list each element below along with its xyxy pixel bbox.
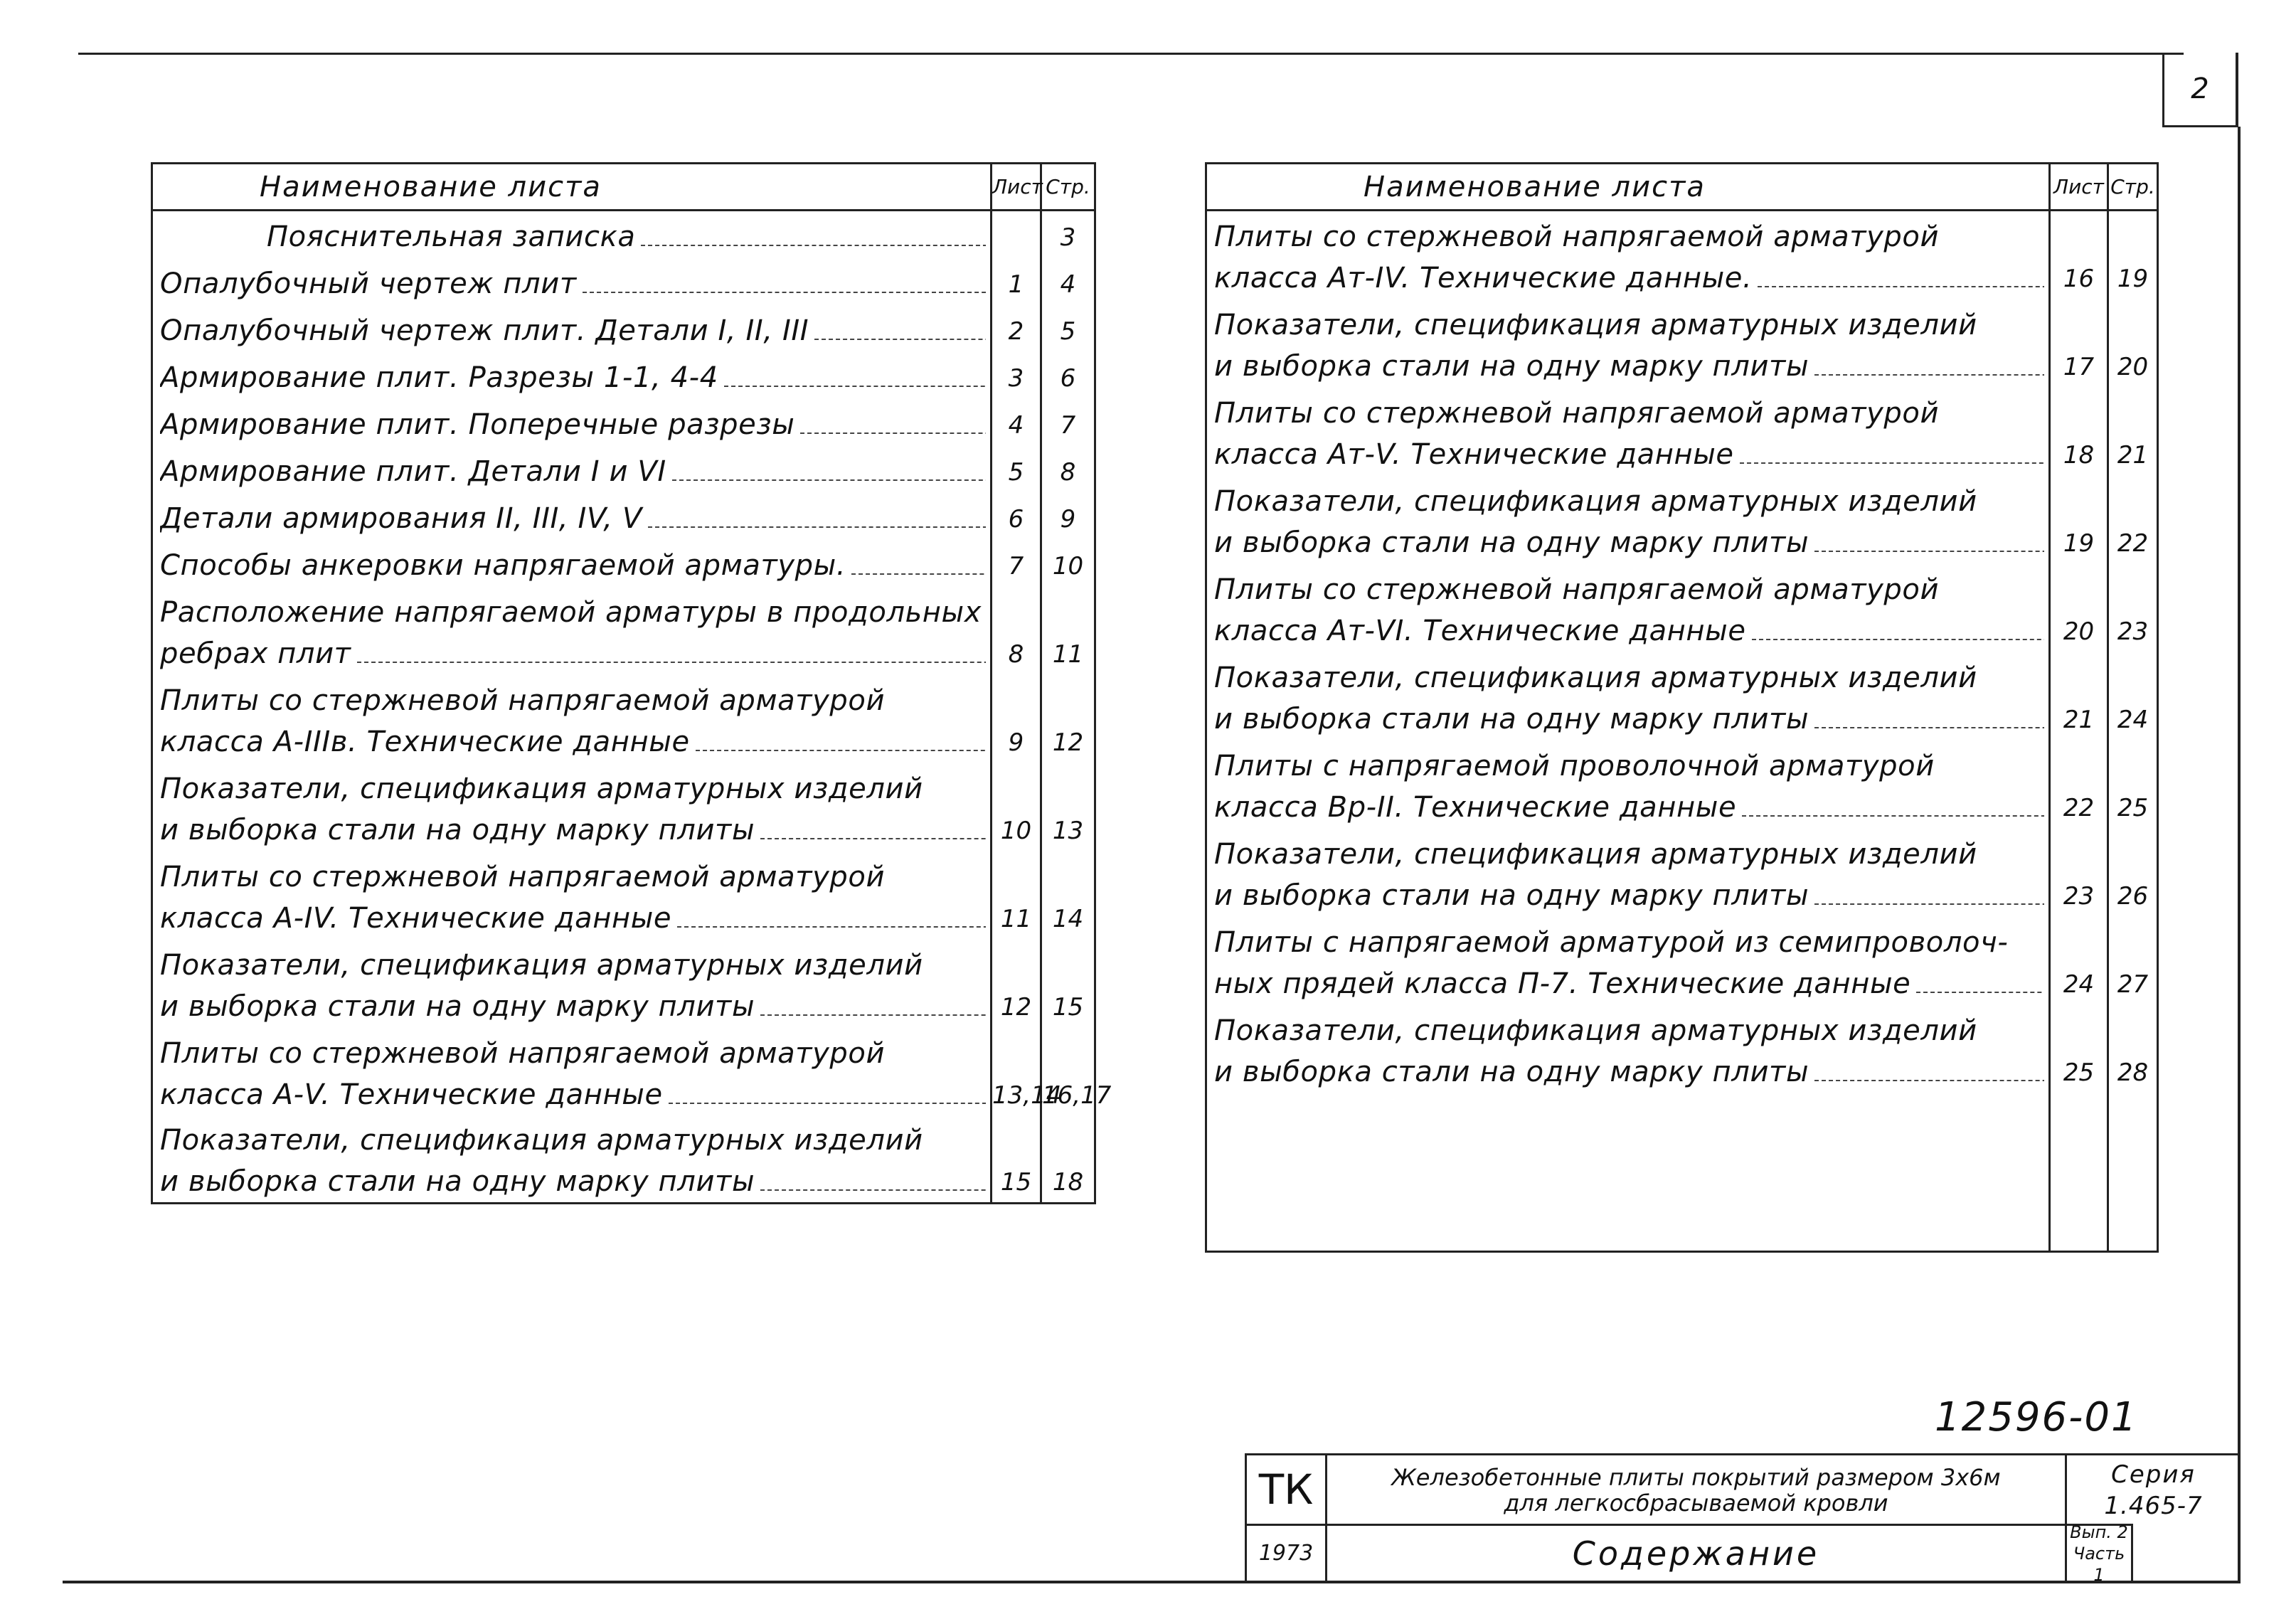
row-page: 14 — [1041, 851, 1095, 939]
contents-row — [152, 1115, 1095, 1204]
row-title-line: класса Вр-II. Технические данные — [1214, 790, 1737, 824]
row-title — [1206, 652, 2050, 740]
dot-leader — [851, 573, 986, 575]
contents-row — [1206, 563, 2158, 652]
row-title — [1206, 1004, 2050, 1093]
row-title-line: Расположение напрягаемой арматуры в продольных — [160, 595, 982, 629]
row-title — [1206, 211, 2050, 299]
row-sheet: 6 — [992, 492, 1041, 539]
row-title-line: и выборка стали на одну марку плиты — [1214, 526, 1809, 559]
row-title — [152, 445, 992, 492]
row-title-line: Плиты со стержневой напрягаемой арматурой — [1214, 396, 1940, 430]
row-title — [152, 1027, 992, 1115]
row-title-line: Пояснительная записка — [267, 220, 636, 253]
row-title-line: класса Ат-V. Технические данные — [1214, 437, 1734, 471]
row-title-line: Плиты со стержневой напрягаемой арматурой — [160, 1036, 886, 1070]
header-page: Стр. — [2108, 164, 2158, 211]
row-sheet: 8 — [992, 586, 1041, 674]
row-sheet: 15 — [992, 1115, 1041, 1204]
page-number: 2 — [2162, 53, 2238, 127]
row-page: 12 — [1041, 674, 1095, 763]
header-page: Стр. — [1041, 164, 1095, 211]
row-sheet: 23 — [2050, 828, 2108, 916]
table-filler — [1206, 1093, 2158, 1252]
row-page: 21 — [2108, 387, 2158, 475]
row-title-line: и выборка стали на одну марку плиты — [1214, 349, 1809, 383]
contents-row — [1206, 740, 2158, 828]
row-title-line: Показатели, спецификация арматурных изделий — [1214, 484, 1977, 518]
row-title-line: Плиты со стержневой напрягаемой арматурой — [160, 860, 886, 893]
row-page: 7 — [1041, 398, 1095, 445]
row-sheet: 1 — [992, 258, 1041, 304]
row-title-line: ребрах плит — [160, 637, 351, 670]
row-sheet: 24 — [2050, 916, 2108, 1004]
contents-row — [1206, 475, 2158, 563]
contents-row — [1206, 211, 2158, 299]
filler-cell — [2108, 1093, 2158, 1252]
row-page: 19 — [2108, 211, 2158, 299]
row-page: 22 — [2108, 475, 2158, 563]
row-title-line: Армирование плит. Поперечные разрезы — [160, 408, 795, 441]
document-number: 12596-01 — [1935, 1394, 2138, 1440]
contents-row — [152, 851, 1095, 939]
row-sheet: 2 — [992, 304, 1041, 351]
contents-row — [152, 539, 1095, 586]
row-sheet: 7 — [992, 539, 1041, 586]
contents-row — [152, 304, 1095, 351]
row-title-line: Плиты со стержневой напрягаемой арматурой — [1214, 220, 1940, 253]
header-name: Наименование листа — [152, 164, 992, 211]
dot-leader — [760, 837, 986, 839]
row-page: 20 — [2108, 299, 2158, 387]
contents-table-left — [151, 162, 1112, 1204]
contents-row — [152, 492, 1095, 539]
row-page: 5 — [1041, 304, 1095, 351]
row-title-line: Опалубочный чертеж плит. Детали I, II, III — [160, 314, 809, 347]
row-page: 4 — [1041, 258, 1095, 304]
row-title-line: Плиты с напрягаемой проволочной арматурой — [1214, 749, 1935, 782]
row-page: 3 — [1041, 211, 1095, 258]
row-page: 23 — [2108, 563, 2158, 652]
row-title-line: класса А-IV. Технические данные — [160, 901, 672, 935]
row-page: 13 — [1041, 763, 1095, 851]
row-title — [1206, 916, 2050, 1004]
row-sheet: 20 — [2050, 563, 2108, 652]
row-sheet: 21 — [2050, 652, 2108, 740]
filler-cell — [2050, 1093, 2108, 1252]
dot-leader — [1752, 638, 2044, 640]
row-sheet: 22 — [2050, 740, 2108, 828]
row-title — [152, 351, 992, 398]
contents-row — [1206, 828, 2158, 916]
org-code: ТК — [1258, 1465, 1314, 1514]
row-title — [152, 539, 992, 586]
row-title-line: Плиты с напрягаемой арматурой из семипроволоч- — [1214, 925, 2009, 959]
filler-cell — [1206, 1093, 2050, 1252]
row-title — [152, 398, 992, 445]
row-sheet: 4 — [992, 398, 1041, 445]
dot-leader — [814, 338, 986, 340]
dot-leader — [1814, 726, 2044, 728]
header-sheet: Лист — [992, 164, 1041, 211]
contents-row — [152, 211, 1095, 258]
row-title-line: класса Ат-VI. Технические данные — [1214, 614, 1746, 647]
row-title-line: и выборка стали на одну марку плиты — [160, 1165, 755, 1198]
header-sheet: Лист — [2050, 164, 2108, 211]
dot-leader — [1814, 550, 2044, 552]
row-title-line: и выборка стали на одну марку плиты — [1214, 879, 1809, 912]
row-title — [152, 586, 992, 674]
dot-leader — [583, 291, 986, 293]
row-title-line: Показатели, спецификация арматурных изделий — [160, 772, 923, 805]
row-title-line: и выборка стали на одну марку плиты — [160, 989, 755, 1023]
row-title-line: Детали армирования II, III, IV, V — [160, 501, 642, 535]
dot-leader — [1814, 1079, 2044, 1081]
project-title: Железобетонные плиты покрытий размером 3х6м для легкосбрасываемой кровли — [1391, 1464, 2001, 1517]
row-title-line: и выборка стали на одну марку плиты — [1214, 1055, 1809, 1088]
dot-leader — [1758, 285, 2044, 287]
row-page: 16,17 — [1041, 1027, 1095, 1115]
title-block — [1245, 1453, 2240, 1583]
row-sheet: 18 — [2050, 387, 2108, 475]
dot-leader — [1740, 462, 2044, 464]
row-title — [1206, 299, 2050, 387]
row-title — [152, 258, 992, 304]
dot-leader — [669, 1102, 986, 1104]
contents-row — [152, 586, 1095, 674]
row-title — [152, 211, 992, 258]
dot-leader — [672, 479, 986, 481]
sheet-title: Содержание — [1572, 1534, 1820, 1573]
row-title — [152, 674, 992, 763]
row-title-line: Плиты со стержневой напрягаемой арматурой — [160, 684, 886, 717]
contents-row — [152, 258, 1095, 304]
row-title — [152, 851, 992, 939]
year: 1973 — [1258, 1541, 1314, 1566]
contents-row — [152, 1027, 1095, 1115]
row-page: 26 — [2108, 828, 2158, 916]
row-sheet: 9 — [992, 674, 1041, 763]
contents-row — [1206, 387, 2158, 475]
contents-table-right — [1205, 162, 2159, 1253]
row-title — [152, 492, 992, 539]
header-name: Наименование листа — [1206, 164, 2050, 211]
row-title — [152, 763, 992, 851]
row-sheet: 16 — [2050, 211, 2108, 299]
contents-row — [1206, 916, 2158, 1004]
contents-row — [152, 763, 1095, 851]
row-title-line: и выборка стали на одну марку плиты — [160, 813, 755, 847]
dot-leader — [641, 244, 986, 246]
dot-leader — [1742, 814, 2044, 817]
row-page: 15 — [1041, 939, 1095, 1027]
dot-leader — [1814, 373, 2044, 376]
dot-leader — [760, 1014, 986, 1016]
row-title-line: Показатели, спецификация арматурных изделий — [1214, 1014, 1977, 1047]
row-page: 25 — [2108, 740, 2158, 828]
contents-row — [1206, 1004, 2158, 1093]
row-page: 18 — [1041, 1115, 1095, 1204]
row-title — [152, 304, 992, 351]
row-sheet: 5 — [992, 445, 1041, 492]
dot-leader — [677, 925, 986, 928]
row-page: 10 — [1041, 539, 1095, 586]
row-title — [152, 1115, 992, 1204]
dot-leader — [760, 1189, 986, 1191]
contents-row — [1206, 652, 2158, 740]
contents-row — [152, 351, 1095, 398]
row-title — [1206, 475, 2050, 563]
row-title-line: Способы анкеровки напрягаемой арматуры. — [160, 548, 846, 582]
row-sheet: 12 — [992, 939, 1041, 1027]
dot-leader — [724, 385, 986, 387]
row-sheet: 25 — [2050, 1004, 2108, 1093]
row-title — [1206, 828, 2050, 916]
row-title-line: класса А-IIIв. Технические данные — [160, 725, 690, 758]
row-title-line: Плиты со стержневой напрягаемой арматурой — [1214, 573, 1940, 606]
row-sheet: 11 — [992, 851, 1041, 939]
top-frame-line — [78, 53, 2184, 55]
row-title — [1206, 740, 2050, 828]
row-title — [1206, 387, 2050, 475]
row-page: 6 — [1041, 351, 1095, 398]
dot-leader — [357, 661, 986, 663]
row-sheet: 10 — [992, 763, 1041, 851]
row-page: 8 — [1041, 445, 1095, 492]
row-title-line: Опалубочный чертеж плит — [160, 267, 577, 300]
row-sheet: 19 — [2050, 475, 2108, 563]
row-title-line: класса А-V. Технические данные — [160, 1078, 663, 1111]
row-title — [1206, 563, 2050, 652]
contents-row — [1206, 299, 2158, 387]
contents-row — [152, 939, 1095, 1027]
row-page: 24 — [2108, 652, 2158, 740]
dot-leader — [1916, 991, 2044, 993]
row-title-line: Армирование плит. Детали I и VI — [160, 455, 666, 488]
row-sheet: 13,14 — [992, 1027, 1041, 1115]
row-title-line: класса Ат-IV. Технические данные. — [1214, 261, 1753, 294]
contents-row — [152, 445, 1095, 492]
row-title-line: Армирование плит. Разрезы 1-1, 4-4 — [160, 361, 718, 394]
dot-leader — [1814, 903, 2044, 905]
row-title-line: Показатели, спецификация арматурных изделий — [1214, 308, 1977, 341]
row-sheet: 17 — [2050, 299, 2108, 387]
dot-leader — [696, 749, 986, 751]
series-number: 1.465-7 — [2104, 1492, 2203, 1520]
row-title-line: Показатели, спецификация арматурных изделий — [1214, 661, 1977, 694]
row-sheet — [992, 211, 1041, 258]
row-title-line: Показатели, спецификация арматурных изделий — [160, 948, 923, 982]
row-sheet: 3 — [992, 351, 1041, 398]
dot-leader — [648, 526, 986, 528]
series-label: Серия — [2111, 1460, 2196, 1489]
row-page: 27 — [2108, 916, 2158, 1004]
row-page: 9 — [1041, 492, 1095, 539]
row-page: 28 — [2108, 1004, 2158, 1093]
row-title-line: Показатели, спецификация арматурных изделий — [160, 1124, 923, 1157]
row-title-line: ных прядей класса П-7. Технические данные — [1214, 967, 1911, 1000]
row-title-line: Показатели, спецификация арматурных изделий — [1214, 837, 1977, 871]
contents-row — [152, 398, 1095, 445]
row-title-line: и выборка стали на одну марку плиты — [1214, 702, 1809, 736]
row-title — [152, 939, 992, 1027]
issue-info: Вып. 2 Часть 1 — [2070, 1522, 2128, 1585]
dot-leader — [800, 432, 986, 434]
contents-row — [152, 674, 1095, 763]
row-page: 11 — [1041, 586, 1095, 674]
